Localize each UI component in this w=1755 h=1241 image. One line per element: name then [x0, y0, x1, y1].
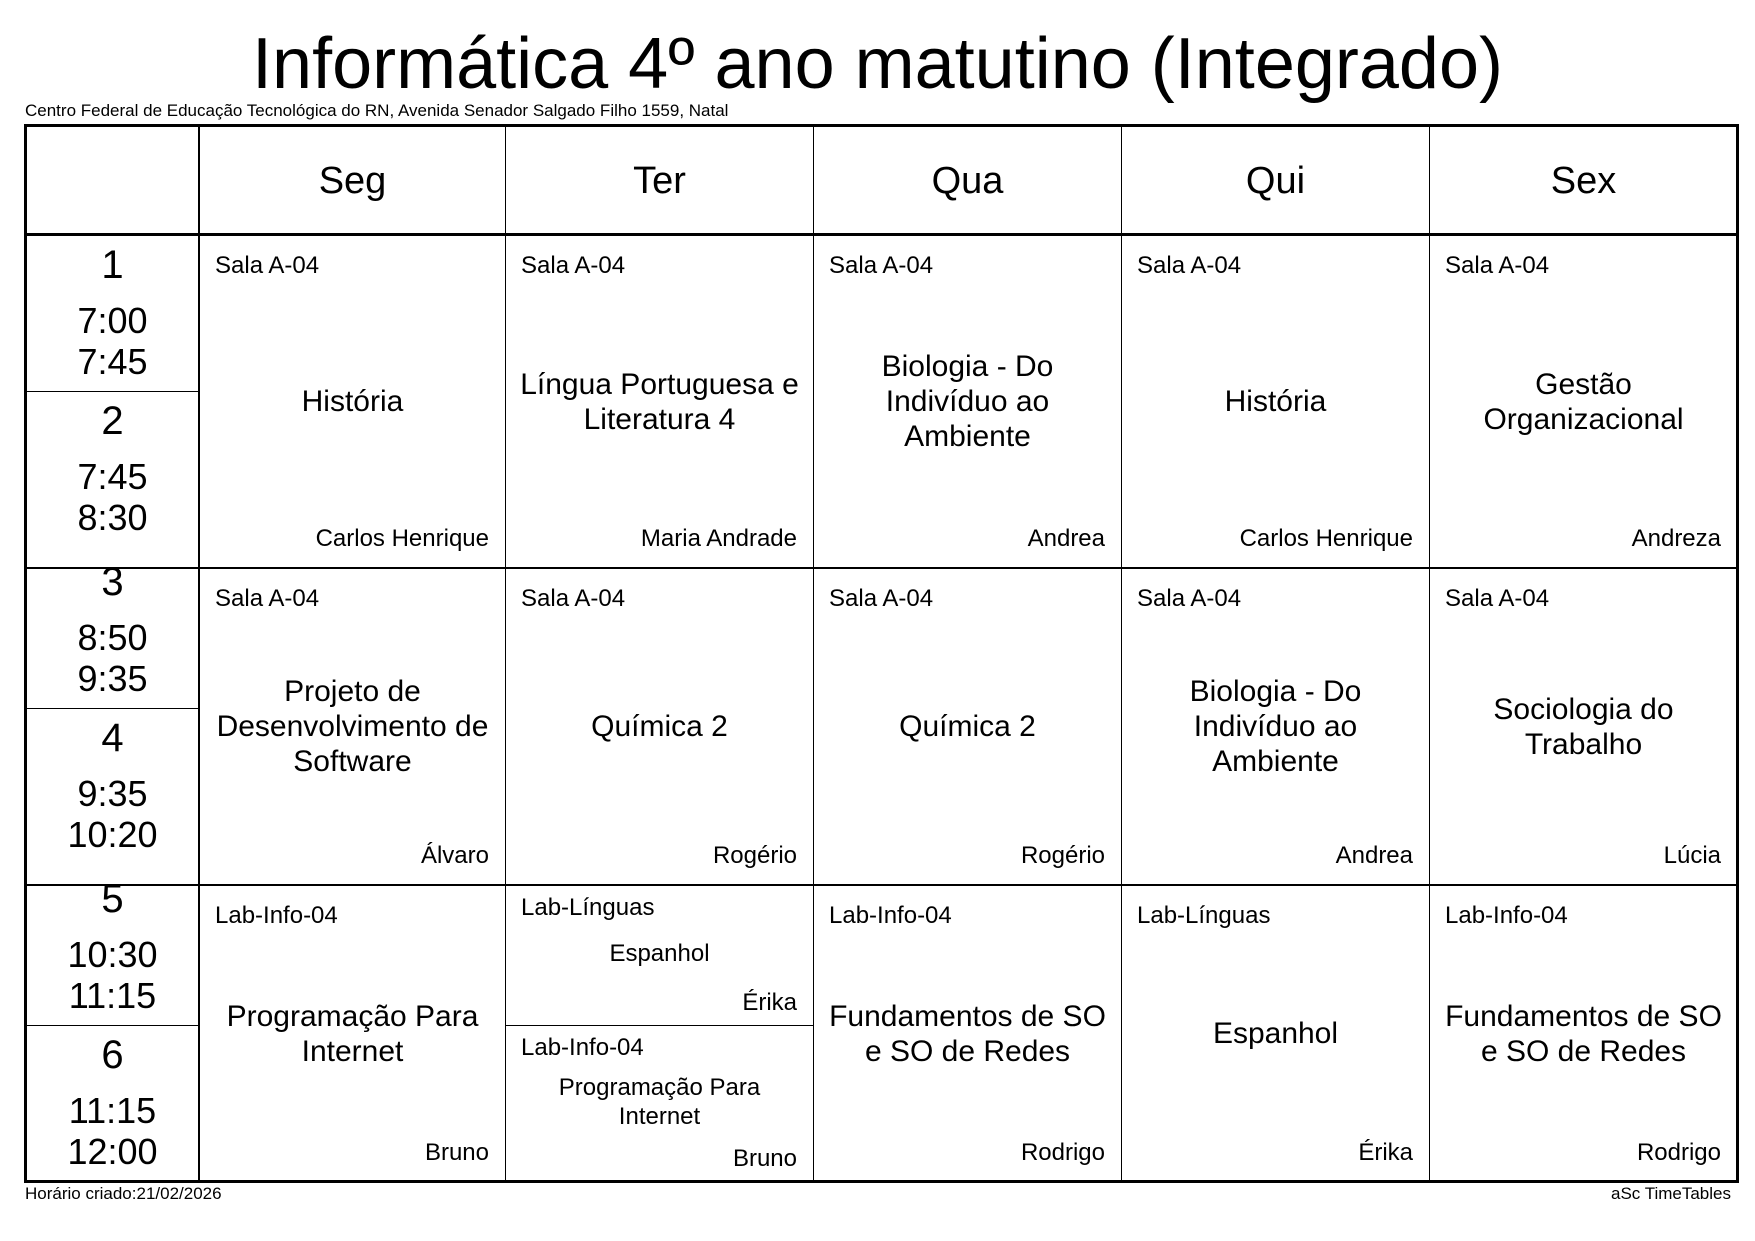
lesson-qui-p1-2 — [1122, 236, 1429, 567]
lesson-room: Sala A-04 — [829, 585, 934, 612]
lesson-ter-p6 — [506, 1026, 813, 1181]
lesson-room: Lab-Línguas — [1137, 902, 1271, 929]
lesson-sex-p5-6 — [1430, 886, 1737, 1181]
period-number: 6 — [101, 1033, 124, 1077]
lesson-subject: Biologia - Do Indivíduo ao Ambiente — [1189, 675, 1362, 778]
period-end: 10:20 — [67, 814, 158, 855]
period-start: 7:45 — [77, 456, 148, 497]
lesson-ter-p5 — [506, 886, 813, 1025]
period-end: 7:45 — [77, 341, 148, 382]
lesson-room: Lab-Info-04 — [521, 1034, 644, 1061]
day-header-seg: Seg — [318, 159, 387, 202]
lesson-seg-p5-6 — [200, 886, 505, 1181]
lesson-teacher: Lúcia — [1663, 842, 1721, 869]
lesson-room: Lab-Info-04 — [829, 902, 952, 929]
lesson-qua-p5-6 — [814, 886, 1121, 1181]
period-start: 9:35 — [77, 773, 148, 814]
lesson-teacher: Andrea — [1027, 525, 1105, 552]
lesson-teacher: Rodrigo — [1636, 1139, 1721, 1166]
lesson-seg-p1-2 — [200, 236, 505, 567]
lesson-teacher: Andrea — [1335, 842, 1413, 869]
lesson-teacher: Rodrigo — [1020, 1139, 1105, 1166]
lesson-teacher: Bruno — [424, 1139, 489, 1166]
lesson-ter-p1-2 — [506, 236, 813, 567]
period-start: 11:15 — [68, 1090, 157, 1131]
page-title: Informática 4º ano matutino (Integrado) — [252, 24, 1503, 104]
period-6 — [27, 1026, 198, 1181]
lesson-subject: Espanhol — [1212, 1017, 1339, 1050]
timetable-grid — [24, 124, 1739, 1183]
lesson-subject: Química 2 — [591, 710, 728, 743]
lesson-ter-p3-4 — [506, 569, 813, 884]
lesson-subject: Projeto de Desenvolvimento de Software — [216, 675, 489, 778]
period-end: 8:30 — [77, 497, 148, 538]
lesson-subject: Língua Portuguesa e Literatura 4 — [520, 367, 799, 436]
lesson-room: Sala A-04 — [1137, 252, 1242, 279]
lesson-subject: Sociologia do Trabalho — [1493, 692, 1674, 761]
created-date: Horário criado:21/02/2026 — [25, 1184, 222, 1203]
generator-credit: aSc TimeTables — [1611, 1184, 1731, 1203]
lesson-room: Sala A-04 — [521, 585, 626, 612]
period-number: 2 — [101, 399, 124, 443]
day-header-qua: Qua — [931, 159, 1004, 202]
lesson-teacher: Álvaro — [420, 842, 489, 869]
lesson-room: Sala A-04 — [215, 252, 320, 279]
lesson-subject: História — [1224, 385, 1327, 418]
lesson-qua-p1-2 — [814, 236, 1121, 567]
lesson-room: Lab-Info-04 — [215, 902, 338, 929]
lesson-qua-p3-4 — [814, 569, 1121, 884]
lesson-subject: Biologia - Do Indivíduo ao Ambiente — [881, 350, 1054, 453]
lesson-room: Sala A-04 — [215, 585, 320, 612]
period-end: 12:00 — [67, 1131, 158, 1172]
period-number: 3 — [101, 560, 124, 604]
day-header-sex: Sex — [1550, 159, 1617, 202]
period-end: 9:35 — [77, 658, 148, 699]
period-2 — [27, 392, 198, 567]
lesson-room: Sala A-04 — [1445, 252, 1550, 279]
period-number: 5 — [101, 877, 124, 921]
period-4 — [27, 709, 198, 884]
lesson-subject: História — [301, 385, 404, 418]
period-5 — [27, 870, 198, 1025]
lesson-teacher: Carlos Henrique — [1239, 525, 1413, 552]
period-start: 10:30 — [67, 934, 158, 975]
period-end: 11:15 — [68, 975, 157, 1016]
lesson-teacher: Carlos Henrique — [315, 525, 489, 552]
day-header-qui: Qui — [1245, 159, 1306, 202]
period-number: 4 — [101, 716, 124, 760]
lesson-teacher: Érika — [742, 989, 797, 1016]
lesson-room: Sala A-04 — [1137, 585, 1242, 612]
lesson-sex-p1-2 — [1430, 236, 1737, 567]
institution-address: Centro Federal de Educação Tecnológica do RN, Avenida Senador Salgado Filho 1559, Natal — [25, 101, 729, 120]
period-3 — [27, 553, 198, 708]
lesson-seg-p3-4 — [200, 569, 505, 884]
lesson-teacher: Bruno — [732, 1145, 797, 1172]
day-header-ter: Ter — [633, 159, 686, 202]
lesson-sex-p3-4 — [1430, 569, 1737, 884]
lesson-subject: Espanhol — [609, 940, 710, 967]
lesson-teacher: Rogério — [1020, 842, 1105, 869]
lesson-subject: Fundamentos de SO e SO de Redes — [829, 999, 1106, 1068]
lesson-teacher: Érika — [1358, 1139, 1413, 1166]
lesson-teacher: Maria Andrade — [640, 525, 797, 552]
lesson-subject: Gestão Organizacional — [1483, 367, 1684, 436]
period-start: 7:00 — [77, 300, 148, 341]
lesson-qui-p3-4 — [1122, 569, 1429, 884]
lesson-teacher: Rogério — [712, 842, 797, 869]
lesson-room: Lab-Info-04 — [1445, 902, 1568, 929]
lesson-subject: Programação Para Internet — [558, 1073, 761, 1130]
lesson-subject: Programação Para Internet — [226, 999, 479, 1068]
period-start: 8:50 — [77, 617, 148, 658]
lesson-subject: Fundamentos de SO e SO de Redes — [1445, 999, 1722, 1068]
lesson-room: Sala A-04 — [521, 252, 626, 279]
lesson-room: Sala A-04 — [1445, 585, 1550, 612]
lesson-teacher: Andreza — [1631, 525, 1721, 552]
lesson-room: Lab-Línguas — [521, 894, 655, 921]
lesson-subject: Química 2 — [899, 710, 1036, 743]
period-number: 1 — [101, 243, 124, 287]
lesson-room: Sala A-04 — [829, 252, 934, 279]
lesson-qui-p5-6 — [1122, 886, 1429, 1181]
period-1 — [27, 236, 198, 391]
